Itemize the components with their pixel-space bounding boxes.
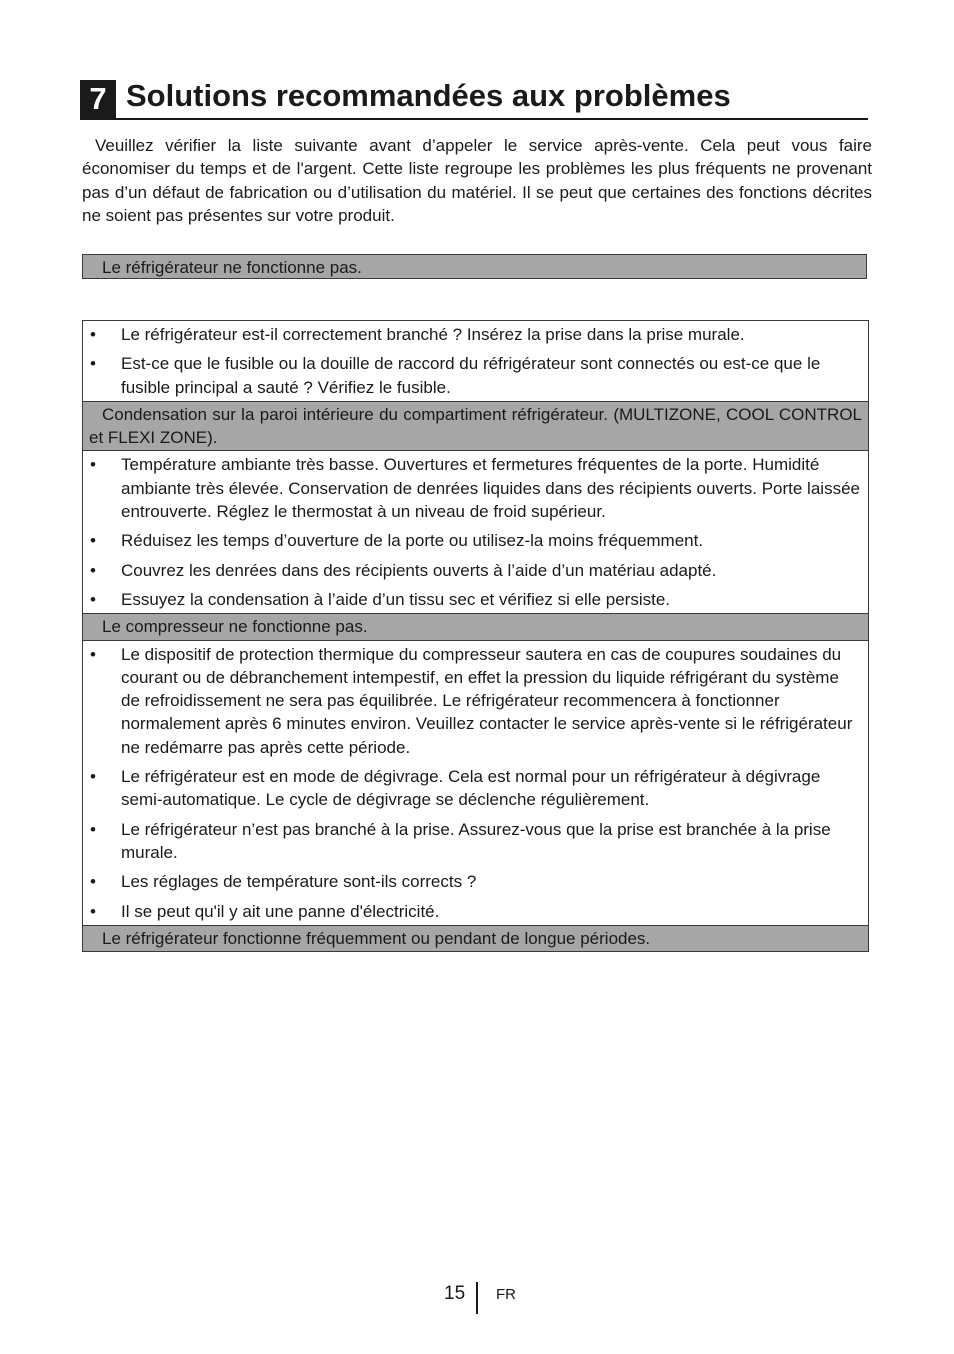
bullet-glyph: • xyxy=(90,767,96,787)
bullet-glyph: • xyxy=(90,644,96,664)
list-item xyxy=(83,870,868,893)
list-item xyxy=(83,643,868,759)
problem-heading-runs-frequently: Le réfrigérateur fonctionne fréquemment ou pendant de longue périodes. xyxy=(83,925,868,951)
intro-paragraph: Veuillez vérifier la liste suivante avant d’appeler le service après-vente. Cela peut vous faire économiser du temps et de l'argent. Cette liste regroupe les problèmes les plus fréquents ne provenant pas d’un défaut de fabrication ou d’utilisation du matériel. Il se peut que certaines des fonctions décrites ne soient pas présentes sur votre produit. xyxy=(82,136,872,225)
list-item xyxy=(83,765,868,812)
problem-heading-compressor: Le compresseur ne fonctionne pas. xyxy=(83,613,868,640)
list-item-text: Température ambiante très basse. Ouvertures et fermetures fréquentes de la porte. Humidité ambiante très élevée. Conservation de denrées liquides dans des récipients ouverts. Porte laissée entrouverte. Réglez le thermostat à un niveau de froid supérieur. xyxy=(121,455,860,522)
list-item-text: Est-ce que le fusible ou la douille de raccord du réfrigérateur sont connectés ou est-ce que le fusible principal a sauté ? Vérifiez le fusible. xyxy=(121,354,821,397)
list-item-text: Le réfrigérateur n’est pas branché à la prise. Assurez-vous que la prise est branchée à la prise murale. xyxy=(121,819,831,862)
bullet-glyph: • xyxy=(90,560,96,580)
list-item xyxy=(83,588,868,611)
list-item xyxy=(83,559,868,582)
list-item-text: Les réglages de température sont-ils corrects ? xyxy=(121,872,477,892)
list-item xyxy=(83,352,868,399)
language-code: FR xyxy=(496,1286,516,1303)
chapter-title: Solutions recommandées aux problèmes xyxy=(126,78,731,113)
footer-divider xyxy=(476,1282,478,1314)
bullet-glyph: • xyxy=(90,354,96,374)
bullet-glyph: • xyxy=(90,531,96,551)
bullet-glyph: • xyxy=(90,901,96,921)
problem-heading-not-working: Le réfrigérateur ne fonctionne pas. xyxy=(82,254,867,279)
solutions-list-condensation xyxy=(83,451,868,613)
list-item xyxy=(83,900,868,923)
list-item xyxy=(83,453,868,523)
troubleshooting-table xyxy=(82,320,869,952)
bullet-glyph: • xyxy=(90,589,96,609)
list-item-text: Il se peut qu'il y ait une panne d'électricité. xyxy=(121,901,440,921)
chapter-number: 7 xyxy=(80,80,116,118)
list-item xyxy=(83,323,868,346)
page-number: 15 xyxy=(444,1283,466,1304)
bullet-glyph: • xyxy=(90,872,96,892)
chapter-heading xyxy=(80,78,868,120)
list-item-text: Le réfrigérateur est-il correctement branché ? Insérez la prise dans la prise murale. xyxy=(121,325,745,344)
bullet-glyph: • xyxy=(90,325,96,344)
list-item-text: Essuyez la condensation à l’aide d’un tissu sec et vérifiez si elle persiste. xyxy=(121,589,671,609)
list-item xyxy=(83,529,868,552)
list-item-text: Couvrez les denrées dans des récipients ouverts à l’aide d’un matériau adapté. xyxy=(121,560,717,580)
solutions-list-compressor xyxy=(83,641,868,925)
list-item-text: Réduisez les temps d’ouverture de la porte ou utilisez-la moins fréquemment. xyxy=(121,531,704,551)
bullet-glyph: • xyxy=(90,455,96,475)
solutions-list-not-working xyxy=(83,321,868,401)
list-item xyxy=(83,818,868,865)
problem-heading-condensation: Condensation sur la paroi intérieure du compartiment réfrigérateur. (MULTIZONE, COOL CONTROL et FLEXI ZONE). xyxy=(83,401,868,452)
bullet-glyph: • xyxy=(90,819,96,839)
list-item-text: Le réfrigérateur est en mode de dégivrage. Cela est normal pour un réfrigérateur à dégivrage semi-automatique. Le cycle de dégivrage se déclenche régulièrement. xyxy=(121,767,821,810)
list-item-text: Le dispositif de protection thermique du compresseur sautera en cas de coupures soudaines du courant ou de débranchement intempestif, en effet la pression du liquide réfrigérant du système de refroidissement ne sera pas équilibrée. Le réfrigérateur recommencera à fonctionner normalement après 6 minutes environ. Veuillez contacter le service après-vente si le réfrigérateur ne redémarre pas après cette période. xyxy=(121,644,853,757)
